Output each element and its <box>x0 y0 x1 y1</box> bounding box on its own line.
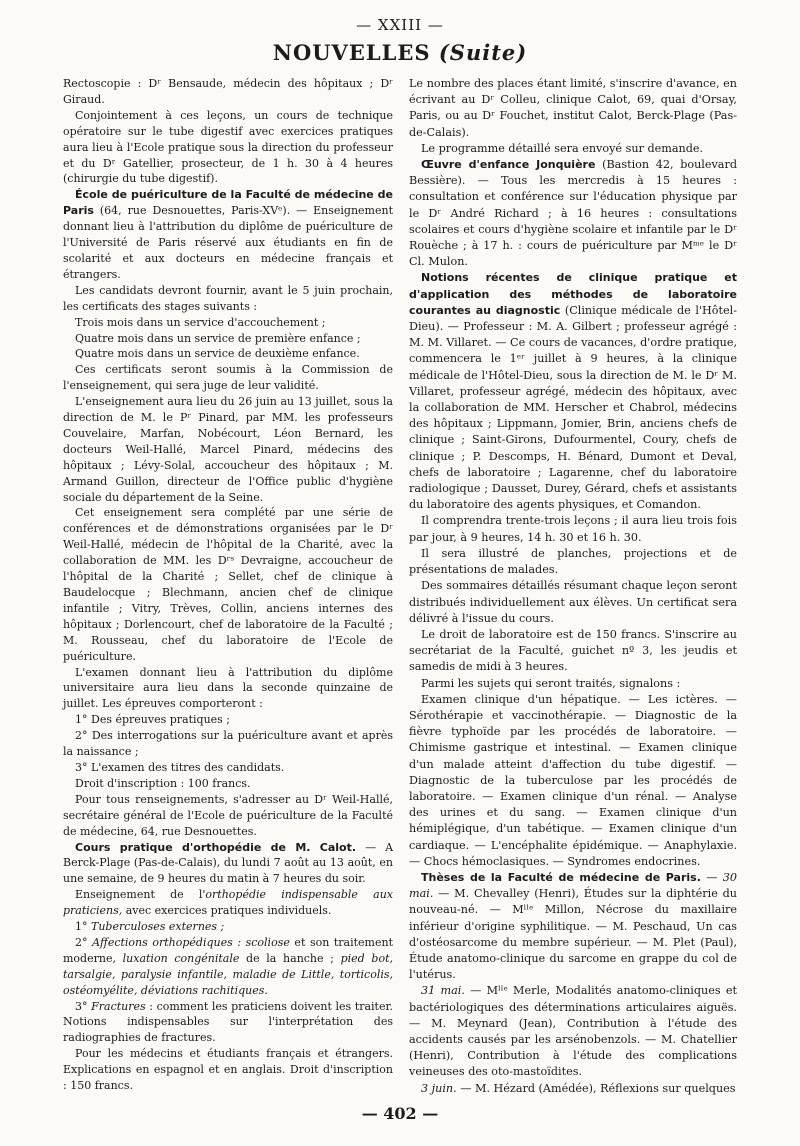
paragraph: Le nombre des places étant limité, s'inscrire d'avance, en écrivant au Dʳ Colleu, clinique Calot, 69, quai d'Orsay, Paris, ou au Dʳ Fouchet, institut Calot, Berck-Plage (Pas-de-Calais). <box>409 77 737 139</box>
paragraph: Pour les médecins et étudiants français et étrangers. Explications en espagnol et en anglais. Droit d'inscription : 150 francs. <box>63 1047 393 1093</box>
title-main: NOUVELLES <box>272 40 431 65</box>
paragraph: L'examen donnant lieu à l'attribution du diplôme universitaire aura lieu dans la seconde quinzaine de juillet. Les épreuves comporteront : <box>63 665 393 711</box>
italic-run: Tuberculoses externes ; <box>91 920 225 934</box>
right-column <box>409 76 737 1097</box>
paragraph-text: (64, rue Desnouettes, Paris-XVᵉ). — Enseignement donnant lieu à l'attribution du diplôme de puériculture de l'Université de Paris réservé aux étudiants en fin de scolarité et aux docteurs en médecine français et étrangers. <box>63 204 393 281</box>
paragraph <box>63 187 393 282</box>
section-heading: Thèses de la Faculté de médecine de Paris. <box>421 870 701 884</box>
paragraph: Quatre mois dans un service de deuxième enfance. <box>75 347 360 361</box>
text-run: 2° <box>75 935 93 949</box>
section-heading: Cours pratique d'orthopédie de M. Calot. <box>75 840 357 854</box>
paragraph: 3° L'examen des titres des candidats. <box>75 760 285 774</box>
paragraph: Cet enseignement sera complété par une série de conférences et de démonstrations organisées par le Dʳ Weil-Hallé, médecin de l'hôpital de la Charité, avec la collaboration de MM. les Dʳˢ Devraigne, accoucheur de l'hôpital de la Charité ; Sellet, chef de clinique à Baudelocque ; Blechmann, ancien chef de clinique infantile ; Vitry, Trèves, Collin, anciens internes des hôpitaux ; Dorlencourt, chef de laboratoire de la Faculté ; M. Rousseau, chef du laboratoire de l'Ecole de puériculture. <box>63 506 393 663</box>
italic-run: luxation congénitale <box>122 951 240 965</box>
paragraph: Les candidats devront fournir, avant le 5 juin prochain, les certificats des stages suivants : <box>63 283 393 313</box>
paragraph <box>63 919 393 935</box>
paragraph: Il comprendra trente-trois leçons ; il aura lieu trois fois par jour, à 9 heures, 14 h. 30 et 16 h. 30. <box>409 514 737 544</box>
paragraph: Droit d'inscription : 100 francs. <box>75 776 251 790</box>
paragraph: 2° Des interrogations sur la puériculture avant et après la naissance ; <box>63 729 393 759</box>
paragraph: Trois mois dans un service d'accouchement ; <box>75 315 326 329</box>
paragraph: Le programme détaillé sera envoyé sur demande. <box>421 141 704 155</box>
paragraph: Quatre mois dans un service de première enfance ; <box>75 331 361 345</box>
paragraph: Il sera illustré de planches, projections et de présentations de malades. <box>409 546 737 577</box>
paragraph-text: — M. Chevalley (Henri), Études sur la diphtérie du nouveau-né. — Mˡˡᵉ Millon, Nécrose du maxillaire inférieur d'origine syphilitique. — M. Peschaud, Un cas d'ostéosarcome du membre supérieur. — M. Plet (Paul), Étude anatomo-clinique du sarcome en grappe du col de l'utérus. <box>409 887 737 982</box>
paragraph <box>409 870 737 983</box>
paragraph: Parmi les sujets qui seront traités, signalons : <box>421 676 681 690</box>
section-heading: École de puériculture de la Faculté de médecine de Paris <box>63 188 393 218</box>
paragraph <box>409 983 737 1080</box>
left-column <box>63 76 393 1094</box>
paragraph-text: — A Berck-Plage (Pas-de-Calais), du lundi 7 août au 13 août, en une semaine, de 9 heures du matin à 7 heures du soir. <box>63 840 394 886</box>
paragraph: Des sommaires détaillés résumant chaque leçon seront distribués individuellement aux élèves. Un certificat sera délivré à l'issue du cours. <box>409 579 737 625</box>
paragraph <box>409 1081 737 1097</box>
text-run: 1° <box>75 920 91 934</box>
paragraph-text: — Mˡˡᵉ Merle, Modalités anatomo-cliniques et bactériologiques des déterminations articulaires aiguës. — M. Meynard (Jean), Contribution à l'étude des accidents causés par les arsénobenzols. — M. Chatellier (Henri), Contribution à l'étude des complications veineuses des oto-mastoïdites. <box>409 984 737 1079</box>
text-run: Enseignement de l' <box>75 888 206 902</box>
text-run: de la hanche ; <box>239 951 341 965</box>
italic-run: Fractures <box>91 999 146 1013</box>
title-suite: (Suite) <box>438 40 528 65</box>
page-title <box>0 40 800 65</box>
paragraph <box>63 887 393 919</box>
paragraph: Pour tous renseignements, s'adresser au Dʳ Weil-Hallé, secrétaire général de l'Ecole de puériculture de la Faculté de médecine, 64, rue Desnouettes. <box>63 792 393 838</box>
paragraph <box>63 999 393 1047</box>
paragraph: Conjointement à ces leçons, un cours de technique opératoire sur le tube digestif avec exercices pratiques aura lieu à l'Ecole pratique sous la direction du professeur et du Dʳ Gatellier, prosecteur, de 1 h. 30 à 4 heures (chirurgie du tube digestif). <box>63 108 393 186</box>
italic-date: 31 mai. <box>421 984 465 998</box>
paragraph-text: (Bastion 42, boulevard Bessière). — Tous les mercredis à 15 heures : consultation et conférence sur l'éducation physique par le Dʳ André Richard ; à 16 heures : consultations scolaires et cours d'hygiène scolaire et infantile par le Dʳ Rouèche ; à 17 h. : cours de puériculture par Mᵐᵉ le Dʳ Cl. Mulon. <box>409 158 737 269</box>
section-heading: Œuvre d'enfance Jonquière <box>421 158 596 172</box>
paragraph: Ces certificats seront soumis à la Commission de l'enseignement, qui sera juge de leur validité. <box>63 363 393 393</box>
italic-date: 30 mai. <box>409 870 737 901</box>
text-run: et son traitement moderne, <box>63 935 393 965</box>
italic-run: Affections orthopédiques : scoliose <box>92 935 290 949</box>
text-run: avec exercices pratiques individuels. <box>122 904 332 918</box>
paragraph: 1° Des épreuves pratiques ; <box>75 713 231 727</box>
text-run: 3° <box>75 999 92 1013</box>
paragraph: Le droit de laboratoire est de 150 francs. S'inscrire au secrétariat de la Faculté, guichet nº 3, les jeudis et samedis de midi à 3 heures. <box>409 627 737 674</box>
text-run: : comment les praticiens doivent les traiter. Notions indispensables sur l'interprétation des radiographies de fractures. <box>63 999 394 1045</box>
page-number: — 402 — <box>361 1104 439 1123</box>
italic-run: orthopédie indispensable aux praticiens, <box>63 888 393 918</box>
paragraph: Rectoscopie : Dʳ Bensaude, médecin des hôpitaux ; Dʳ Giraud. <box>63 77 393 106</box>
section-heading: Notions récentes de clinique pratique et d'application des méthodes de laboratoire courantes au diagnostic <box>409 271 737 317</box>
paragraph <box>63 935 393 999</box>
italic-run: pied bot, tarsalgie, paralysie infantile, maladie de Little, torticolis, ostéomyélite, déviations rachitiques. <box>63 951 393 997</box>
paragraph-text: (Clinique médicale de l'Hôtel-Dieu). — Professeur : M. A. Gilbert ; professeur agrégé : M. M. Villaret. — Ce cours de vacances, d'ordre pratique, commencera le 1ᵉʳ juillet à 9 heures, à la clinique médicale de l'Hôtel-Dieu, sous la direction de M. le Dʳ M. Villaret, professeur agrégé, médecin des hôpitaux, avec la collaboration de MM. Herscher et Chabrol, médecins des hôpitaux ; Lippmann, Jomier, Brin, anciens chefs de clinique ; Saint-Girons, Dufourmentel, Coury, chefs de clinique ; P. Descomps, H. Bénard, Dumont et Deval, chefs de laboratoire ; Lagarenne, chef du laboratoire radiologique ; Dausset, Durey, Gérard, chefs et assistants du laboratoire des agents physiques, et Comandon. <box>409 303 737 512</box>
paragraph <box>63 840 393 888</box>
page-roman-number: — XXIII — <box>356 16 444 34</box>
paragraph: Examen clinique d'un hépatique. — Les ictères. — Sérothérapie et vaccinothérapie. — Diagnostic de la fièvre typhoïde par les procédés de laboratoire. — Chimisme gastrique et intestinal. — Examen clinique d'un malade atteint d'affection du tube digestif. — Diagnostic de la tuberculose par les procédés de laboratoire. — Examen clinique d'un rénal. — Analyse des urines et du sang. — Examen clinique d'un hémiplégique, d'un tabétique. — Examen clinique d'un cardiaque. — L'encéphalite épidémique. — Anaphylaxie. — Chocs hémoclasiques. — Syndromes endocrines. <box>409 692 737 868</box>
italic-date: 3 juin. <box>421 1081 457 1095</box>
paragraph <box>409 270 737 513</box>
paragraph-text: — M. Hézard (Amédée), Réflexions sur quelques <box>456 1081 736 1095</box>
paragraph <box>409 157 737 270</box>
text-run: — <box>700 870 723 884</box>
paragraph: L'enseignement aura lieu du 26 juin au 13 juillet, sous la direction de M. le Pʳ Pinard, par MM. les professeurs Couvelaire, Marfan, Nobécourt, Léon Bernard, les docteurs Weil-Hallé, Marcel Pinard, médecins des hôpitaux ; Lévy-Solal, accoucheur des hôpitaux ; M. Armand Guillon, directeur de l'Office public d'hygiène sociale du département de la Seine. <box>63 395 393 504</box>
